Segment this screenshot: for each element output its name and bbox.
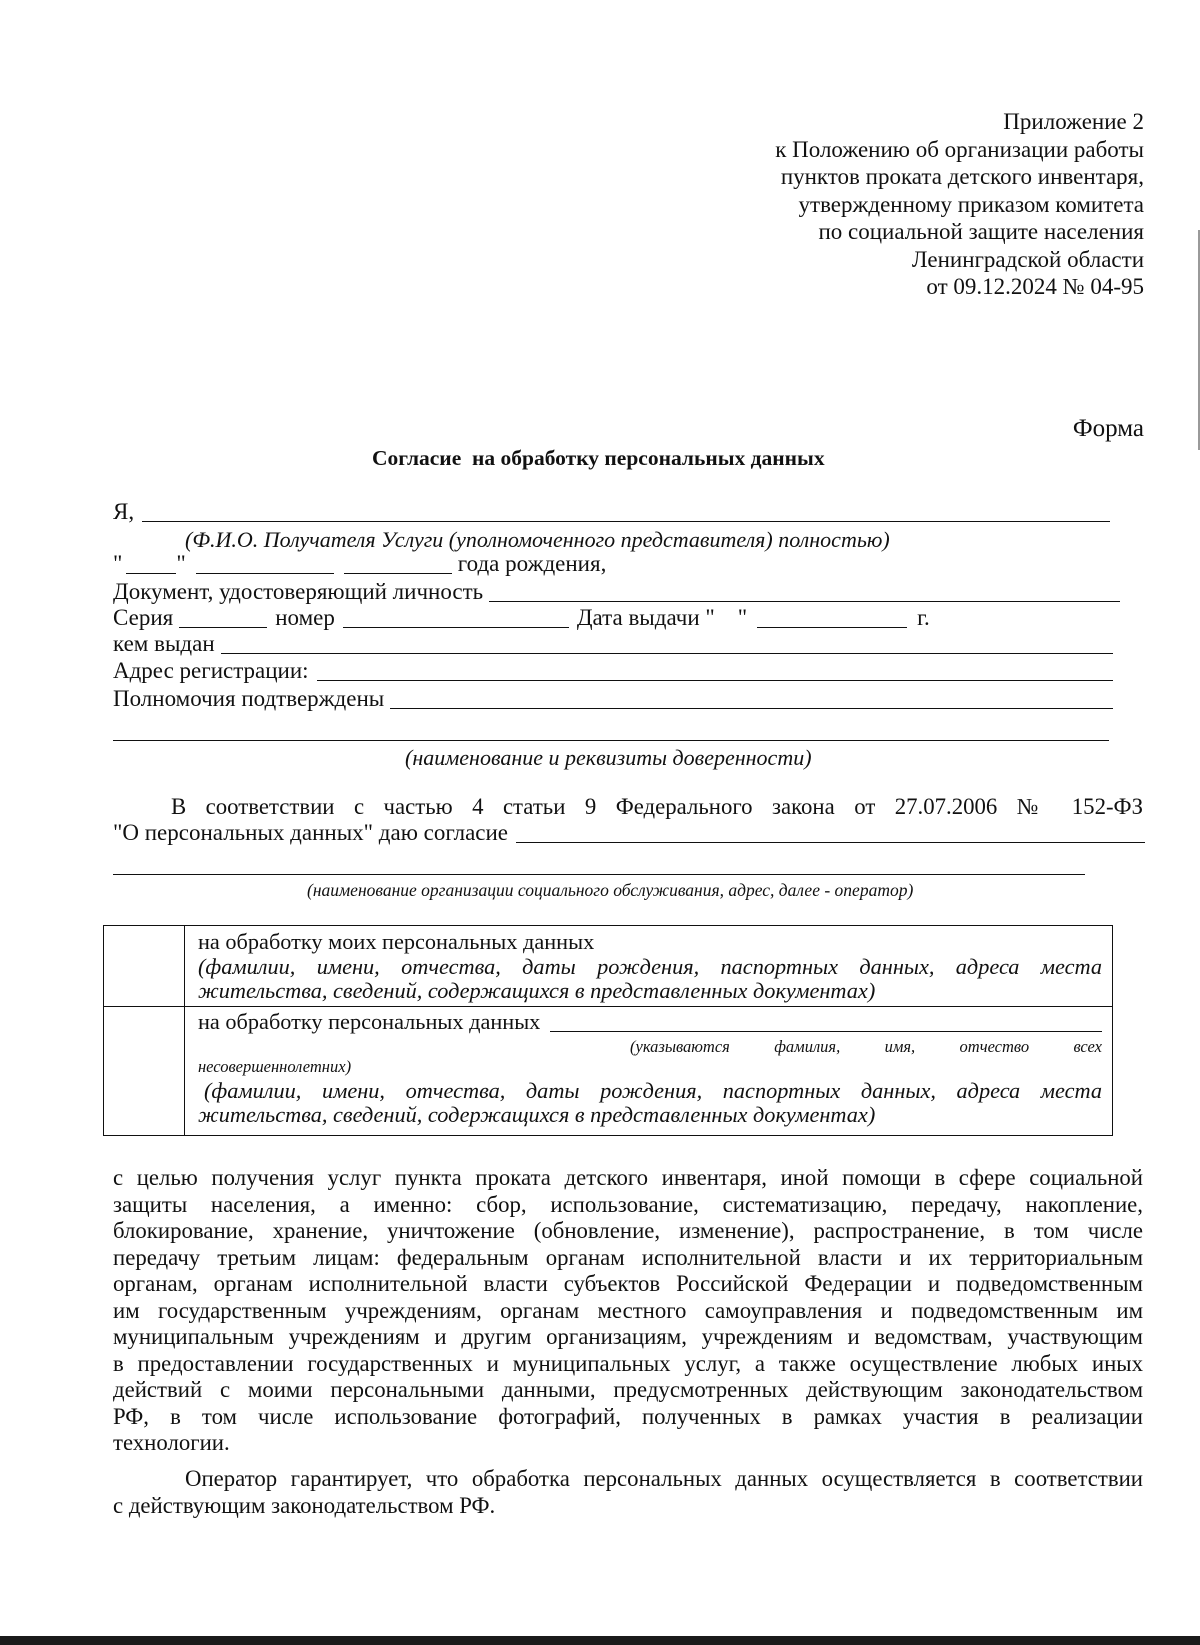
minors-note-word: отчество — [959, 1036, 1030, 1056]
minors-blank[interactable] — [550, 1013, 1102, 1032]
appendix-line: Ленинградской области — [911, 246, 1144, 272]
consent-row-2 — [198, 1010, 1102, 1128]
authority-line — [113, 686, 1113, 712]
issued-by-label: кем выдан — [113, 631, 215, 656]
consent-checkbox-2[interactable] — [104, 1007, 184, 1135]
document-line — [113, 579, 1120, 605]
issue-date-label: Дата выдачи " " — [576, 605, 748, 630]
guarantee-paragraph — [113, 1466, 1143, 1519]
authority-blank-2[interactable] — [113, 740, 1109, 741]
birth-day-blank[interactable] — [126, 551, 176, 574]
consent-checkbox-1[interactable] — [104, 926, 184, 1006]
consent-row-2-heading: на обработку персональных данных — [198, 1009, 541, 1034]
birth-suffix: года рождения, — [457, 551, 607, 576]
appendix-line: по социальной защите населения — [818, 219, 1144, 244]
fio-blank[interactable] — [142, 499, 1110, 522]
number-label: номер — [275, 605, 335, 630]
purpose-line: защиты населения, а именно: сбор, использование, систематизацию, передачу, накопление, — [113, 1191, 1143, 1217]
law-line-1: В соответствии с частью 4 статьи 9 Федерального закона от 27.07.2006 № 152-ФЗ — [171, 794, 1143, 819]
row-divider — [104, 1006, 1112, 1007]
purpose-paragraph — [113, 1165, 1143, 1457]
operator-blank[interactable] — [516, 820, 1145, 843]
authority-label: Полномочия подтверждены — [113, 686, 385, 711]
guarantee-line: с действующим законодательством РФ. — [113, 1492, 496, 1518]
law-consent-text: "О персональных данных" даю согласие — [113, 820, 509, 845]
purpose-line: органам, органам исполнительной власти субъектов Российской Федерации и подведомственным — [113, 1271, 1143, 1296]
purpose-line: действий с моими персональными данными, предусмотренных действующим законодательством — [113, 1377, 1143, 1402]
consent-row-2-heading-line — [198, 1010, 1102, 1035]
minors-note-word: имя, — [884, 1036, 916, 1056]
appendix-line: пунктов проката детского инвентаря, — [780, 164, 1144, 189]
minors-note-line-2: несовершеннолетних) — [198, 1056, 352, 1076]
address-label: Адрес регистрации: — [113, 658, 309, 683]
purpose-line: с целью получения услуг пункта проката детского инвентаря, иной помощи в сфере социальной — [113, 1165, 1143, 1190]
guarantee-line: Оператор гарантирует, что обработка персональных данных осуществляется в соответствии — [185, 1466, 1143, 1491]
quote-mark: " — [176, 551, 186, 576]
document-title: Согласие на обработку персональных данных — [372, 446, 825, 470]
fio-line — [113, 499, 1110, 525]
operator-caption: (наименование организации социального обслуживания, адрес, далее - оператор) — [307, 880, 914, 900]
purpose-line: РФ, в том числе использование фотографий, полученных в рамках участия в реализации — [113, 1403, 1143, 1429]
fio-caption: (Ф.И.О. Получателя Услуги (уполномоченного представителя) полностью) — [185, 527, 890, 552]
consent-row-2-detail: (фамилии, имени, отчества, даты рождения, паспортных данных, адреса места — [204, 1077, 1102, 1103]
consent-row-1-detail: (фамилии, имени, отчества, даты рождения, паспортных данных, адреса места — [198, 953, 1102, 979]
scan-bottom-bar — [0, 1636, 1200, 1645]
purpose-line: им государственным учреждениям, органам местного самоуправления и подведомственным им — [113, 1297, 1143, 1323]
series-label: Серия — [113, 605, 174, 630]
purpose-line: передачу третьим лицам: федеральным органам исполнительной власти и их территориальным — [113, 1244, 1143, 1270]
consent-row-1 — [198, 930, 1102, 1004]
issued-by-blank[interactable] — [221, 631, 1113, 654]
consent-row-2-detail: жительства, сведений, содержащихся в представленных документах) — [198, 1102, 876, 1127]
minors-note-word: фамилия, — [774, 1036, 841, 1056]
birth-line — [113, 551, 633, 577]
document-label: Документ, удостоверяющий личность — [113, 579, 484, 604]
series-line — [113, 605, 973, 631]
minors-note-word: (указываются — [630, 1036, 730, 1056]
purpose-line: муниципальным учреждениям и другим организациям, учреждениям и ведомствам, участвующим — [113, 1324, 1143, 1349]
document-blank[interactable] — [489, 579, 1120, 602]
appendix-line: от 09.12.2024 № 04-95 — [926, 274, 1144, 299]
issue-date-blank[interactable] — [757, 605, 907, 628]
number-blank[interactable] — [343, 605, 569, 628]
consent-table — [103, 925, 1113, 1136]
issued-by-line — [113, 631, 1113, 657]
address-line — [113, 658, 1113, 684]
year-suffix: г. — [917, 605, 930, 630]
purpose-line: технологии. — [113, 1430, 230, 1455]
minors-note-word: всех — [1073, 1036, 1102, 1056]
purpose-line: блокирование, хранение, уничтожение (обновление, изменение), распространение, в том числе — [113, 1218, 1143, 1243]
ya-label: Я, — [113, 499, 135, 524]
purpose-line: в предоставлении государственных и муниципальных услуг, а также осуществление любых иных — [113, 1350, 1143, 1376]
law-line-2 — [113, 820, 1145, 846]
consent-row-1-heading: на обработку моих персональных данных — [198, 929, 595, 954]
consent-row-1-detail: жительства, сведений, содержащихся в представленных документах) — [198, 978, 876, 1003]
operator-blank-2[interactable] — [113, 874, 1085, 875]
birth-year-blank[interactable] — [344, 551, 452, 574]
series-blank[interactable] — [179, 605, 267, 628]
minors-note — [198, 1037, 1102, 1057]
authority-caption: (наименование и реквизиты доверенности) — [405, 745, 812, 770]
address-blank[interactable] — [317, 658, 1113, 681]
appendix-header — [624, 108, 1144, 301]
appendix-line: к Положению об организации работы — [775, 136, 1144, 162]
authority-blank[interactable] — [390, 686, 1113, 709]
appendix-line: Приложение 2 — [1003, 109, 1144, 134]
birth-month-blank[interactable] — [196, 551, 334, 574]
appendix-line: утвержденному приказом комитета — [798, 191, 1144, 217]
form-label: Форма — [1072, 415, 1144, 442]
quote-mark: " — [113, 551, 123, 576]
